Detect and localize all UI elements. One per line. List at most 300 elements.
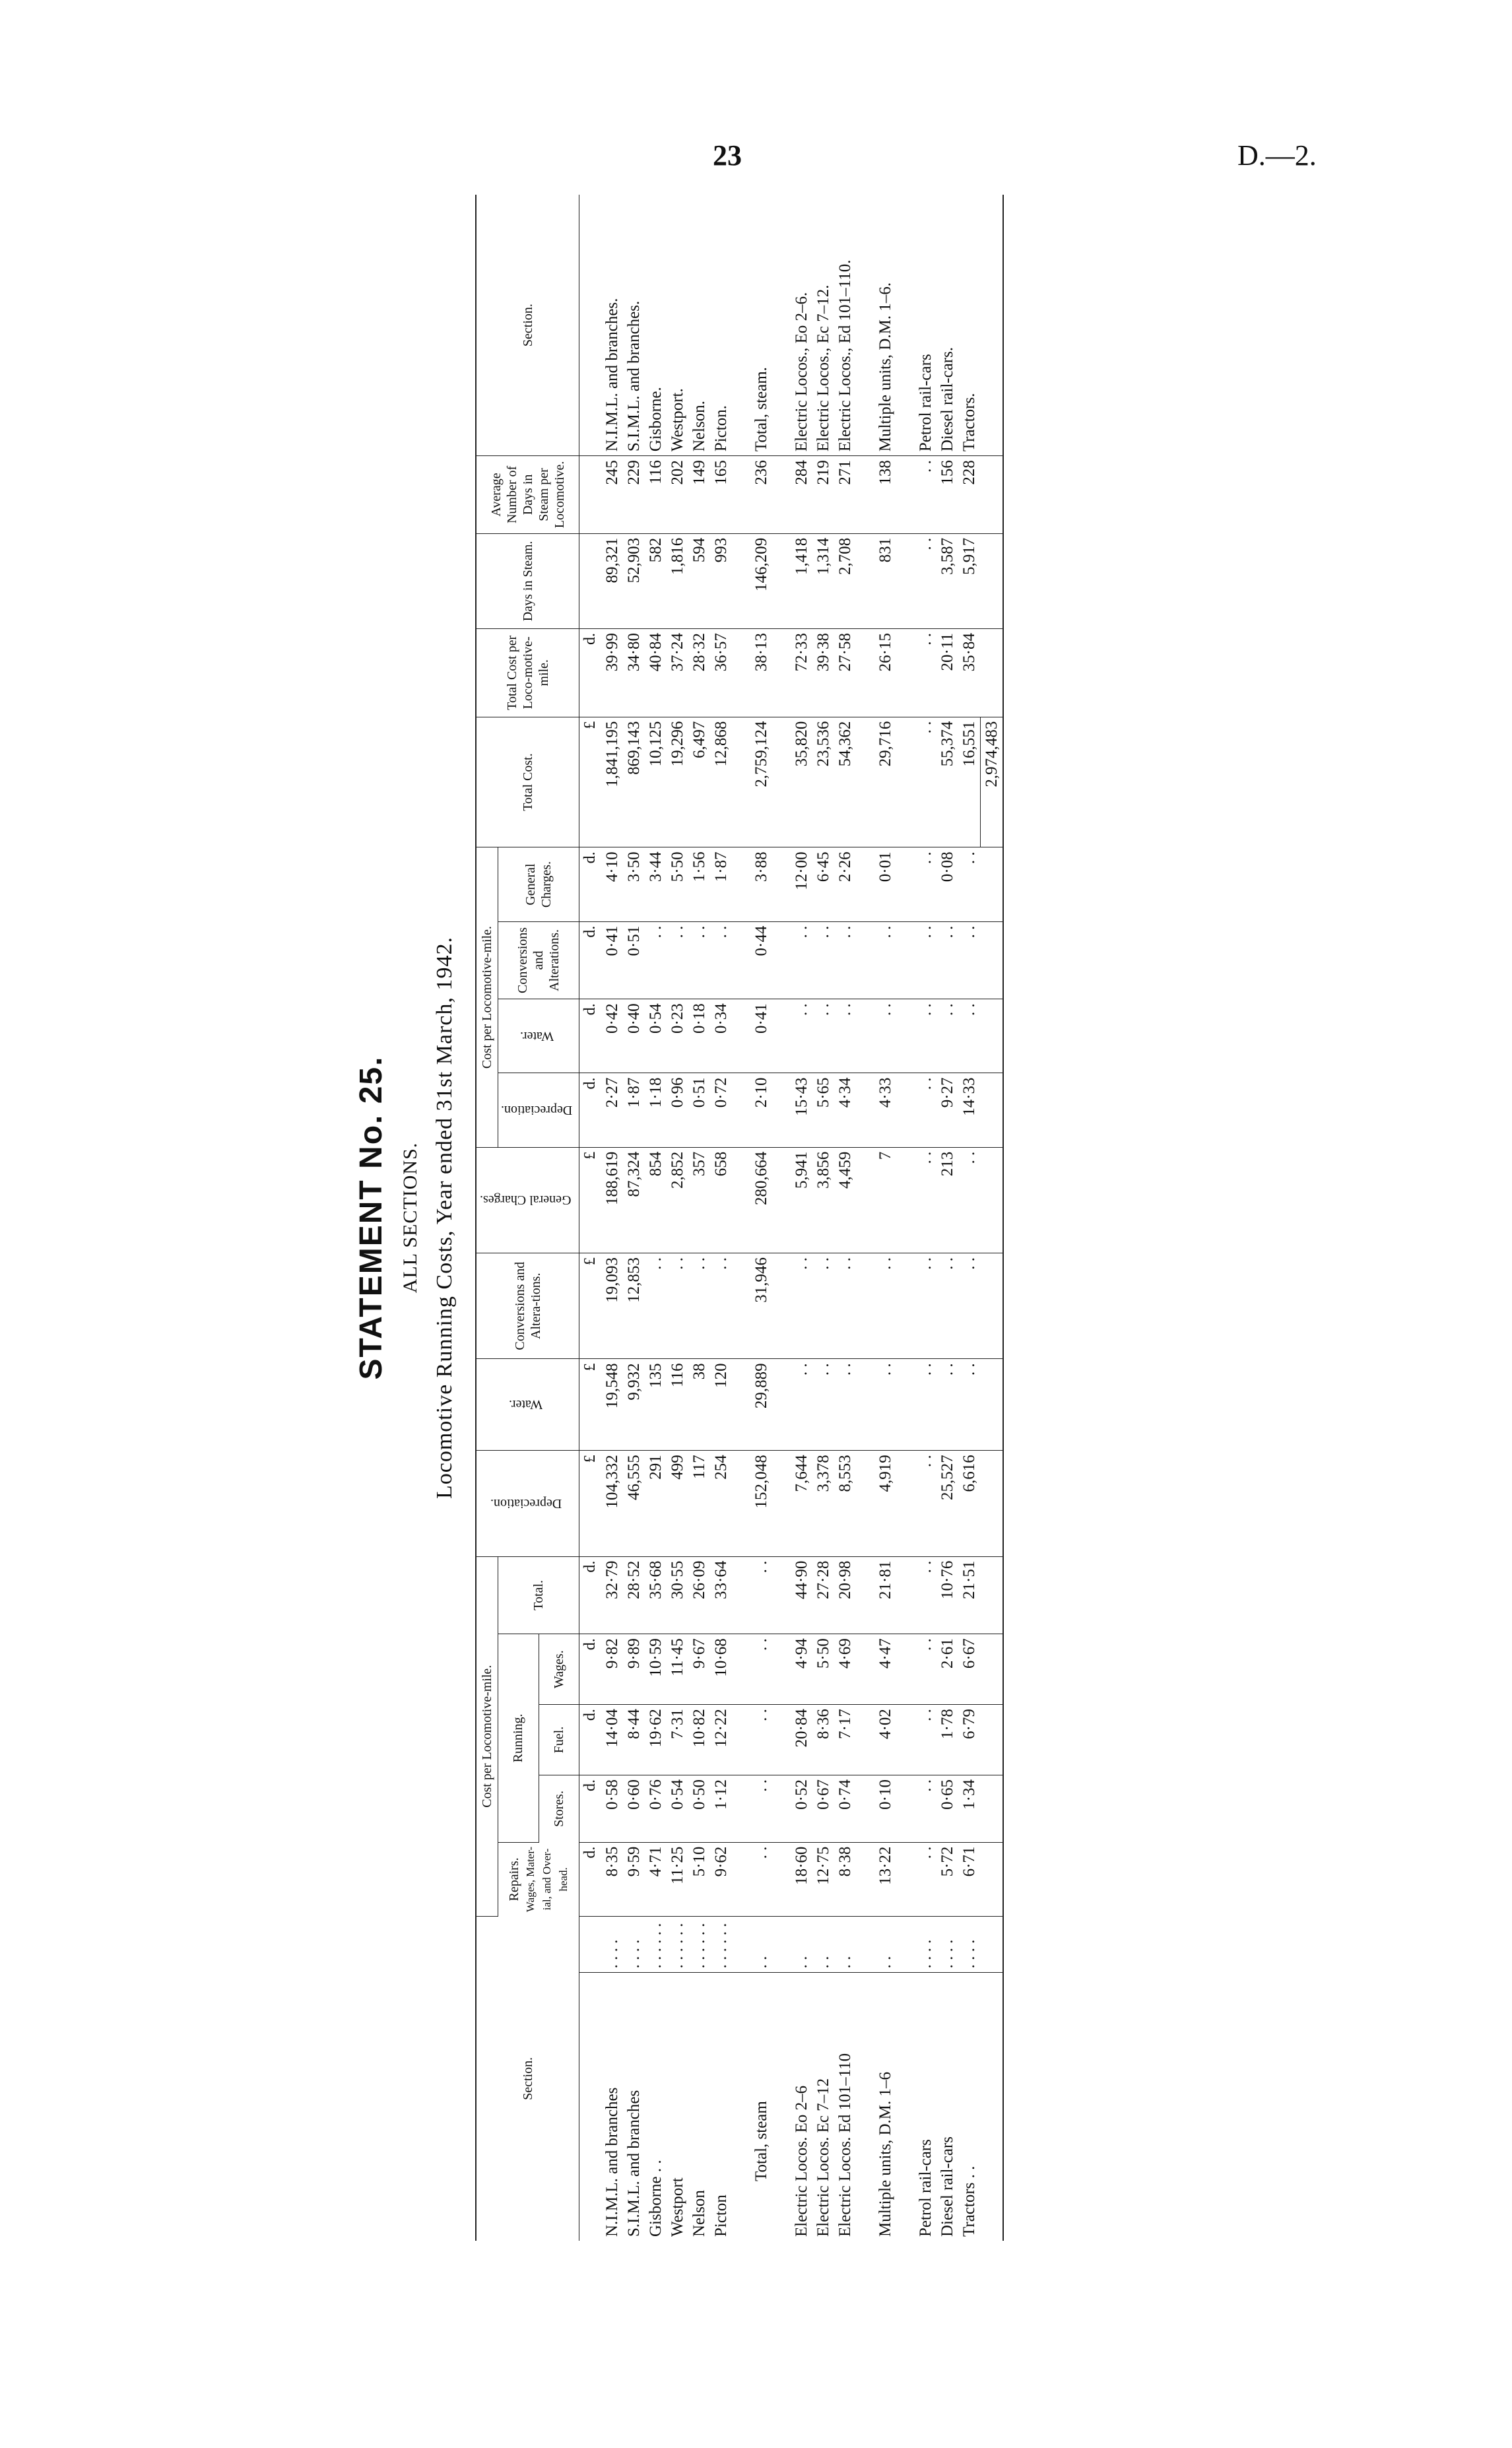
cell-tc-m: 36·57 (710, 629, 732, 717)
cell-water-m: 0·23 (667, 999, 688, 1073)
cell-dots: . . . . . . (710, 1916, 732, 1973)
table-row (623, 195, 645, 2241)
cell-section-r: N.I.M.L. and branches. (601, 195, 623, 456)
header-conversions-2: Conversions and Alterations. (498, 921, 579, 999)
cell-conv-m: . . (710, 921, 732, 999)
cell-gen: 213 (937, 1147, 958, 1253)
cell-section-r: Electric Locos., Ed 101–110. (834, 195, 856, 456)
cell-wages: 4·47 (874, 1634, 896, 1705)
cell-stores: 0·60 (623, 1775, 645, 1843)
cell-avg: 149 (688, 456, 710, 534)
cell-stores: . . (915, 1775, 937, 1843)
cell-tc-m: 28·32 (688, 629, 710, 717)
table-row (915, 195, 937, 2241)
spacer-row (896, 195, 915, 2241)
cell-conv-m: . . (688, 921, 710, 999)
cell-total-cost: 10,125 (645, 717, 667, 847)
cell-section: Petrol rail-cars (917, 2139, 935, 2237)
header-water: Water. (476, 1359, 579, 1451)
cell-conv: . . (958, 1253, 981, 1359)
cell-dep: 3,378 (812, 1451, 834, 1556)
statement-title: STATEMENT No. 25. (354, 1055, 389, 1380)
header-total-cost: Total Cost. (476, 717, 579, 847)
cell-conv: . . (710, 1253, 732, 1359)
cell-section-r: Picton. (710, 195, 732, 456)
cell-total: 30·55 (667, 1556, 688, 1634)
header-running: Running. (498, 1634, 539, 1842)
cell-total: 32·79 (601, 1556, 623, 1634)
cell-wages: 9·82 (601, 1634, 623, 1705)
cell-repairs: . . (915, 1842, 937, 1916)
cell-total: 20·98 (834, 1556, 856, 1634)
cell-water-m: 0·18 (688, 999, 710, 1073)
cell-gen-m: 3·44 (645, 847, 667, 921)
cell-dep-m: 0·96 (667, 1073, 688, 1147)
cell-gen-m: 2·26 (834, 847, 856, 921)
cell-tc-m: 35·84 (958, 629, 981, 717)
cell-water: 19,548 (601, 1359, 623, 1451)
cell-dep-m: 9·27 (937, 1073, 958, 1147)
cell-wages: 11·45 (667, 1634, 688, 1705)
running-costs-table (475, 195, 1004, 2241)
header-repairs: Repairs. Wages, Mater-ial, and Over-head. (498, 1842, 579, 1916)
cell-stores: 1·34 (958, 1775, 981, 1843)
cell-conv: . . (834, 1253, 856, 1359)
cell-total-cost: 2,759,124 (750, 717, 772, 847)
cell-water-m: . . (874, 999, 896, 1073)
cell-conv: . . (812, 1253, 834, 1359)
cell-conv-m: 0·41 (601, 921, 623, 999)
cell-stores: 1·12 (710, 1775, 732, 1843)
cell-total: 28·52 (623, 1556, 645, 1634)
cell-section: N.I.M.L. and branches (603, 2087, 622, 2237)
cell-avg: 284 (791, 456, 812, 534)
cell-section: Electric Locos. Ed 101–110 (836, 2053, 855, 2237)
cell-water: . . (915, 1359, 937, 1451)
cell-section: Multiple units, D.M. 1–6 (876, 2071, 895, 2237)
cell-dots: . . . . . . (688, 1916, 710, 1973)
cell-fuel: . . (750, 1705, 772, 1775)
cell-dep: 254 (710, 1451, 732, 1556)
cell-gen: 2,852 (667, 1147, 688, 1253)
cell-tc-m: 39·38 (812, 629, 834, 717)
cell-dots: . . . . (937, 1916, 958, 1973)
cell-conv-m: . . (812, 921, 834, 999)
cell-section-r: Gisborne. (645, 195, 667, 456)
cell-days: 52,903 (623, 533, 645, 628)
cell-water-m: . . (915, 999, 937, 1073)
cell-dep-m: 4·33 (874, 1073, 896, 1147)
cell-stores: 0·74 (834, 1775, 856, 1843)
cell-fuel: 19·62 (645, 1705, 667, 1775)
cell-water: . . (791, 1359, 812, 1451)
cell-days: 1,816 (667, 533, 688, 628)
cell-conv: . . (645, 1253, 667, 1359)
cell-days: 594 (688, 533, 710, 628)
cell-stores: 0·65 (937, 1775, 958, 1843)
cell-avg: 165 (710, 456, 732, 534)
cell-tc-m: . . (915, 629, 937, 717)
cell-wages: 4·69 (834, 1634, 856, 1705)
cell-avg: 138 (874, 456, 896, 534)
cell-fuel: 7·17 (834, 1705, 856, 1775)
cell-dep: 25,527 (937, 1451, 958, 1556)
cell-water: . . (812, 1359, 834, 1451)
cell-repairs: 8·38 (834, 1842, 856, 1916)
cell-fuel: 1·78 (937, 1705, 958, 1775)
rotated-statement (337, 195, 1247, 2241)
cell-gen: 280,664 (750, 1147, 772, 1253)
page-number: 23 (713, 139, 742, 172)
spacer-row (856, 195, 874, 2241)
cell-fuel: 12·22 (710, 1705, 732, 1775)
cell-gen: 3,856 (812, 1147, 834, 1253)
cell-repairs: 6·71 (958, 1842, 981, 1916)
header-cost-per-loco-mile: Cost per Locomotive-mile. (476, 1556, 498, 1916)
cell-dep: 291 (645, 1451, 667, 1556)
header-wages: Wages. (539, 1634, 579, 1705)
cell-dep: 46,555 (623, 1451, 645, 1556)
cell-section: Electric Locos. Eo 2–6 (793, 2085, 811, 2237)
cell-conv: 12,853 (623, 1253, 645, 1359)
unit-row: d. d. d. d. d. £ £ £ £ d. d. d. d. £ d. (579, 195, 602, 2241)
cell-wages: 9·67 (688, 1634, 710, 1705)
cell-section-r: Nelson. (688, 195, 710, 456)
cell-dep-m: 15·43 (791, 1073, 812, 1147)
cell-tc-m: 72·33 (791, 629, 812, 717)
cell-conv: 19,093 (601, 1253, 623, 1359)
cell-dep-m: 5·65 (812, 1073, 834, 1147)
cell-gen: 854 (645, 1147, 667, 1253)
header-conversions: Conversions and Altera-tions. (476, 1253, 579, 1359)
header-water-2: Water. (498, 999, 579, 1073)
cell-water: . . (937, 1359, 958, 1451)
cell-dots: . . . . (915, 1916, 937, 1973)
cell-dots: . . (791, 1916, 812, 1973)
cell-conv-m: . . (958, 921, 981, 999)
cell-dep: 499 (667, 1451, 688, 1556)
cell-gen: . . (915, 1147, 937, 1253)
cell-days: 1,314 (812, 533, 834, 628)
table-row (710, 195, 732, 2241)
cell-dep-m: 2·27 (601, 1073, 623, 1147)
cell-wages: 4·94 (791, 1634, 812, 1705)
header-stores: Stores. (539, 1775, 579, 1843)
cell-gen-m: 1·87 (710, 847, 732, 921)
cell-fuel: 14·04 (601, 1705, 623, 1775)
cell-tc-m: 39·99 (601, 629, 623, 717)
cell-section-r: Tractors. (958, 195, 981, 456)
cell-dep: 6,616 (958, 1451, 981, 1556)
header-section-right: Section. (476, 195, 579, 456)
cell-dots: . . . . . . (645, 1916, 667, 1973)
cell-total-cost: . . (915, 717, 937, 847)
cell-gen: 658 (710, 1147, 732, 1253)
table-row (812, 195, 834, 2241)
table-row (750, 195, 772, 2241)
cell-dep: 152,048 (750, 1451, 772, 1556)
cell-section-r: S.I.M.L. and branches. (623, 195, 645, 456)
cell-total-cost: 12,868 (710, 717, 732, 847)
cell-repairs: 12·75 (812, 1842, 834, 1916)
cell-dep-m: . . (915, 1073, 937, 1147)
header-fuel: Fuel. (539, 1705, 579, 1775)
header-avg-days: Average Number of Days in Steam per Locomotive. (476, 456, 579, 534)
cell-water-m: . . (937, 999, 958, 1073)
cell-days: 1,418 (791, 533, 812, 628)
cell-stores: 0·50 (688, 1775, 710, 1843)
cell-total-cost: 54,362 (834, 717, 856, 847)
cell-water: 120 (710, 1359, 732, 1451)
cell-total: 44·90 (791, 1556, 812, 1634)
table-row (791, 195, 812, 2241)
cell-conv: . . (688, 1253, 710, 1359)
cell-section: Picton (712, 2195, 731, 2237)
table-row (834, 195, 856, 2241)
cell-total-cost: 1,841,195 (601, 717, 623, 847)
header-depreciation: Depreciation. (476, 1451, 579, 1556)
cell-repairs: 4·71 (645, 1842, 667, 1916)
cell-section: Nelson (690, 2190, 709, 2237)
cell-section-r: Electric Locos., Eo 2–6. (791, 195, 812, 456)
cell-dep: . . (915, 1451, 937, 1556)
cell-section-r: Diesel rail-cars. (937, 195, 958, 456)
cell-fuel: . . (915, 1705, 937, 1775)
cell-water-m: 0·34 (710, 999, 732, 1073)
spacer-row (772, 195, 791, 2241)
cell-dots: . . (834, 1916, 856, 1973)
cell-water-m: 0·42 (601, 999, 623, 1073)
cell-dep-m: 2·10 (750, 1073, 772, 1147)
cell-water: . . (874, 1359, 896, 1451)
cell-total: 21·51 (958, 1556, 981, 1634)
cell-tc-m: 40·84 (645, 629, 667, 717)
cell-gen-m: 3·88 (750, 847, 772, 921)
cell-avg: 228 (958, 456, 981, 534)
header-general-charges-2: General Charges. (498, 847, 579, 921)
cell-fuel: 10·82 (688, 1705, 710, 1775)
cell-section: S.I.M.L. and branches (625, 2090, 643, 2237)
cell-dots: . . . . . . (667, 1916, 688, 1973)
cell-repairs: . . (750, 1842, 772, 1916)
cell-wages: 6·67 (958, 1634, 981, 1705)
table-row (958, 195, 981, 2241)
cell-conv: 31,946 (750, 1253, 772, 1359)
cell-wages: . . (750, 1634, 772, 1705)
cell-avg: 236 (750, 456, 772, 534)
cell-repairs: 5·10 (688, 1842, 710, 1916)
cell-total: 33·64 (710, 1556, 732, 1634)
cell-section: Tractors . . (960, 2166, 979, 2237)
cell-conv: . . (915, 1253, 937, 1359)
cell-conv-m: 0·51 (623, 921, 645, 999)
cell-gen-m: . . (958, 847, 981, 921)
cell-dots: . . (812, 1916, 834, 1973)
cell-water-m: . . (812, 999, 834, 1073)
table-row (667, 195, 688, 2241)
cell-section: Westport (669, 2177, 687, 2237)
grand-total: 2,974,483 (981, 717, 1004, 847)
cell-fuel: 20·84 (791, 1705, 812, 1775)
cell-avg: 271 (834, 456, 856, 534)
cell-conv-m: . . (791, 921, 812, 999)
cell-section-r: Westport. (667, 195, 688, 456)
cell-conv-m: 0·44 (750, 921, 772, 999)
grand-total-row (981, 195, 1004, 2241)
cell-days: 2,708 (834, 533, 856, 628)
cell-water: 135 (645, 1359, 667, 1451)
header-total-cost-per-mile: Total Cost per Loco-motive-mile. (476, 629, 579, 717)
cell-gen: 87,324 (623, 1147, 645, 1253)
cell-water: . . (834, 1359, 856, 1451)
cell-section: Total, steam (752, 2101, 771, 2181)
table-body (579, 195, 1004, 2241)
cell-fuel: 8·44 (623, 1705, 645, 1775)
cell-dep: 7,644 (791, 1451, 812, 1556)
cell-fuel: 4·02 (874, 1705, 896, 1775)
cell-stores: 0·10 (874, 1775, 896, 1843)
cell-gen: . . (958, 1147, 981, 1253)
cell-stores: 0·67 (812, 1775, 834, 1843)
cell-water: 38 (688, 1359, 710, 1451)
cell-water: 29,889 (750, 1359, 772, 1451)
cell-gen-m: 0·08 (937, 847, 958, 921)
statement-caption: Locomotive Running Costs, Year ended 31st March, 1942. (432, 937, 457, 1499)
cell-dep-m: 1·87 (623, 1073, 645, 1147)
cell-gen: 357 (688, 1147, 710, 1253)
cell-dep: 117 (688, 1451, 710, 1556)
cell-stores: 0·52 (791, 1775, 812, 1843)
table-row (937, 195, 958, 2241)
header-depreciation-2: Depreciation. (498, 1073, 579, 1147)
cell-conv: . . (791, 1253, 812, 1359)
cell-dots: . . . . (623, 1916, 645, 1973)
cell-wages: 5·50 (812, 1634, 834, 1705)
cell-gen: 7 (874, 1147, 896, 1253)
cell-repairs: 13·22 (874, 1842, 896, 1916)
cell-water-m: 0·40 (623, 999, 645, 1073)
cell-dep-m: 1·18 (645, 1073, 667, 1147)
cell-days: 993 (710, 533, 732, 628)
cell-section: Diesel rail-cars (938, 2136, 957, 2237)
cell-dep-m: 0·72 (710, 1073, 732, 1147)
cell-conv-m: . . (937, 921, 958, 999)
table-row (601, 195, 623, 2241)
cell-total: . . (750, 1556, 772, 1634)
header-general-charges: General Charges. (476, 1147, 579, 1253)
cell-repairs: 8·35 (601, 1842, 623, 1916)
cell-gen: 5,941 (791, 1147, 812, 1253)
cell-tc-m: 34·80 (623, 629, 645, 717)
table-row (874, 195, 896, 2241)
cell-stores: 0·58 (601, 1775, 623, 1843)
cell-section-r: Total, steam. (750, 195, 772, 456)
cell-wages: 2·61 (937, 1634, 958, 1705)
cell-dep: 4,919 (874, 1451, 896, 1556)
cell-conv: . . (874, 1253, 896, 1359)
cell-days: 146,209 (750, 533, 772, 628)
cell-gen: 188,619 (601, 1147, 623, 1253)
cell-dots: . . (750, 1916, 772, 1973)
cell-days: 3,587 (937, 533, 958, 628)
cell-total-cost: 23,536 (812, 717, 834, 847)
cell-conv: . . (667, 1253, 688, 1359)
cell-section-r: Multiple units, D.M. 1–6. (874, 195, 896, 456)
cell-conv-m: . . (874, 921, 896, 999)
cell-dep-m: 0·51 (688, 1073, 710, 1147)
cell-water-m: . . (791, 999, 812, 1073)
table-row (645, 195, 667, 2241)
cell-water-m: . . (834, 999, 856, 1073)
header-days-in-steam: Days in Steam. (476, 533, 579, 628)
cell-total-cost: 6,497 (688, 717, 710, 847)
cell-avg: 202 (667, 456, 688, 534)
cell-dots: . . (874, 1916, 896, 1973)
cell-repairs: 5·72 (937, 1842, 958, 1916)
cell-gen-m: 4·10 (601, 847, 623, 921)
cell-total: 27·28 (812, 1556, 834, 1634)
cell-conv: . . (937, 1253, 958, 1359)
cell-tc-m: 38·13 (750, 629, 772, 717)
cell-repairs: 18·60 (791, 1842, 812, 1916)
cell-stores: 0·76 (645, 1775, 667, 1843)
statement-subtitle: ALL SECTIONS. (399, 1142, 421, 1294)
cell-total-cost: 55,374 (937, 717, 958, 847)
cell-gen-m: 12·00 (791, 847, 812, 921)
cell-gen: 4,459 (834, 1147, 856, 1253)
cell-fuel: 7·31 (667, 1705, 688, 1775)
cell-total: 26·09 (688, 1556, 710, 1634)
cell-gen-m: 6·45 (812, 847, 834, 921)
cell-total-cost: 19,296 (667, 717, 688, 847)
cell-avg: 116 (645, 456, 667, 534)
cell-tc-m: 27·58 (834, 629, 856, 717)
cell-total: 10·76 (937, 1556, 958, 1634)
cell-total: . . (915, 1556, 937, 1634)
cell-fuel: 6·79 (958, 1705, 981, 1775)
cell-repairs: 9·62 (710, 1842, 732, 1916)
cell-stores: . . (750, 1775, 772, 1843)
cell-dots: . . . . (958, 1916, 981, 1973)
cell-gen-m: 5·50 (667, 847, 688, 921)
cell-total: 35·68 (645, 1556, 667, 1634)
cell-days: 831 (874, 533, 896, 628)
cell-conv-m: . . (667, 921, 688, 999)
cell-total-cost: 16,551 (958, 717, 981, 847)
cell-section: Electric Locos. Ec 7–12 (814, 2078, 833, 2237)
cell-water: 9,932 (623, 1359, 645, 1451)
cell-avg: . . (915, 456, 937, 534)
cell-total-cost: 35,820 (791, 717, 812, 847)
cell-dep-m: 4·34 (834, 1073, 856, 1147)
cell-total: 21·81 (874, 1556, 896, 1634)
cell-dots: . . . . (601, 1916, 623, 1973)
cell-wages: 9·89 (623, 1634, 645, 1705)
cell-section-r: Electric Locos., Ec 7–12. (812, 195, 834, 456)
header-cost-per-loco-mile-2: Cost per Locomotive-mile. (476, 847, 498, 1147)
cell-fuel: 8·36 (812, 1705, 834, 1775)
cell-conv-m: . . (834, 921, 856, 999)
cell-section-r: Petrol rail-cars (915, 195, 937, 456)
cell-tc-m: 37·24 (667, 629, 688, 717)
cell-tc-m: 20·11 (937, 629, 958, 717)
cell-water: . . (958, 1359, 981, 1451)
cell-tc-m: 26·15 (874, 629, 896, 717)
cell-days: . . (915, 533, 937, 628)
cell-avg: 229 (623, 456, 645, 534)
cell-water: 116 (667, 1359, 688, 1451)
cell-days: 89,321 (601, 533, 623, 628)
